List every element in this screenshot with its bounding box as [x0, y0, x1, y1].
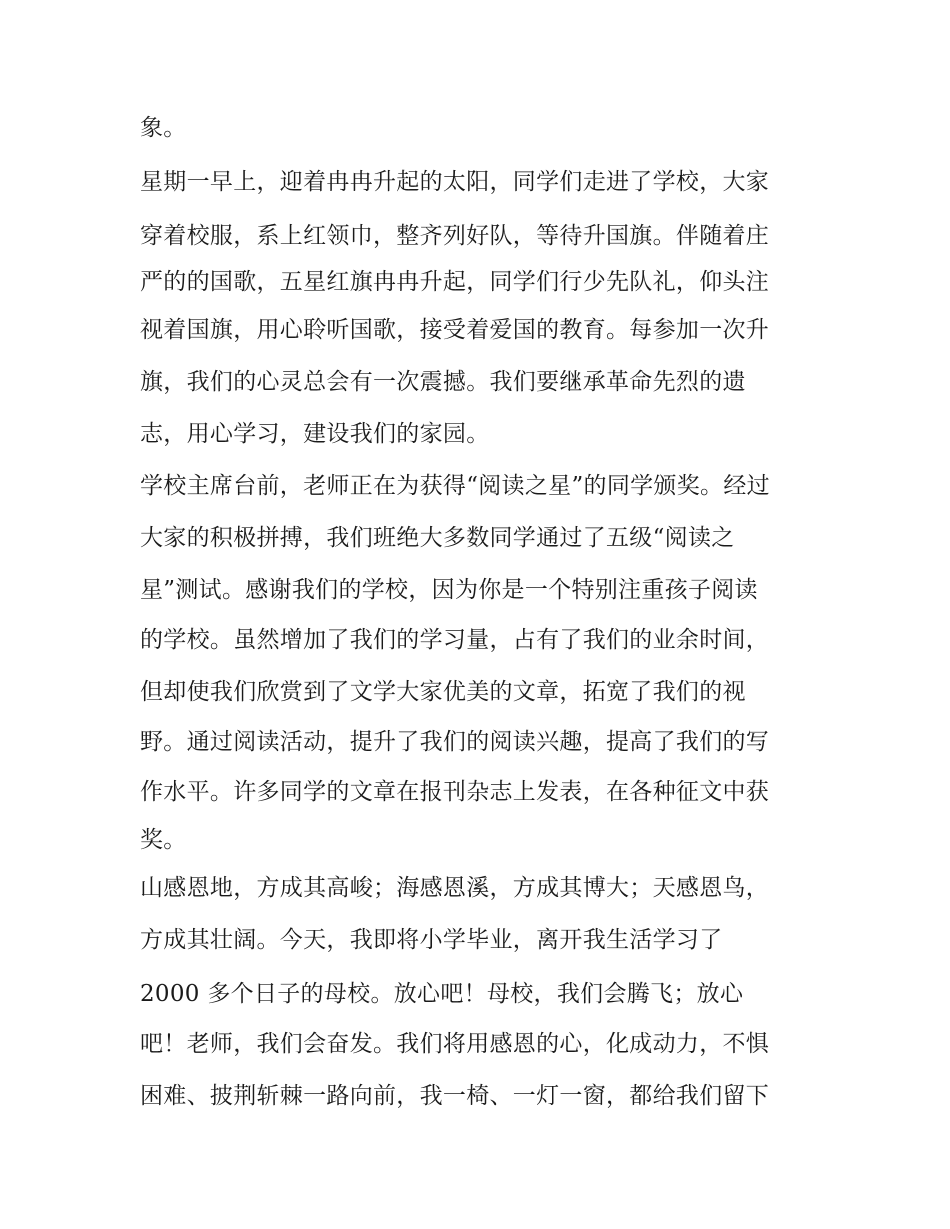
text-line: 方成其壮阔。今天，我即将小学毕业，离开我生活学习了	[140, 927, 723, 953]
text-line: 奖。	[140, 827, 187, 853]
text-line: 困难、披荆斩棘一路向前，我一椅、一灯一窗，都给我们留下	[140, 1083, 770, 1109]
text-line: 大家的积极拼搏，我们班绝大多数同学通过了五级“阅读之	[140, 525, 735, 551]
text-line: 学校主席台前，老师正在为获得“阅读之星”的同学颁奖。经过	[140, 473, 770, 499]
text-line: 旗，我们的心灵总会有一次震撼。我们要继承革命先烈的遗	[140, 369, 746, 395]
text-line: 星期一早上，迎着冉冉升起的太阳，同学们走进了学校，大家	[140, 169, 770, 195]
text-line: 山感恩地，方成其高峻；海感恩溪，方成其博大；天感恩鸟，	[140, 875, 770, 901]
text-line: 志，用心学习，建设我们的家园。	[140, 421, 490, 447]
text-line: 吧！老师，我们会奋发。我们将用感恩的心，化成动力，不惧	[140, 1031, 770, 1057]
text-line: 视着国旗，用心聆听国歌，接受着爱国的教育。每参加一次升	[140, 317, 770, 343]
text-line: 的学校。虽然增加了我们的学习量，占有了我们的业余时间，	[140, 627, 770, 653]
text-line: 严的的国歌，五星红旗冉冉升起，同学们行少先队礼，仰头注	[140, 269, 770, 295]
text-line: 作水平。许多同学的文章在报刊杂志上发表，在各种征文中获	[140, 779, 770, 805]
text-line: 穿着校服，系上红领巾，整齐列好队，等待升国旗。伴随着庄	[140, 223, 770, 249]
text-line: 象。	[140, 115, 187, 141]
text-line: 野。通过阅读活动，提升了我们的阅读兴趣，提高了我们的写	[140, 729, 770, 755]
text-line: 星”测试。感谢我们的学校，因为你是一个特别注重孩子阅读	[140, 577, 758, 603]
text-line: 2000 多个日子的母校。放心吧！母校，我们会腾飞；放心	[140, 981, 744, 1007]
text-line: 但却使我们欣赏到了文学大家优美的文章，拓宽了我们的视	[140, 679, 746, 705]
